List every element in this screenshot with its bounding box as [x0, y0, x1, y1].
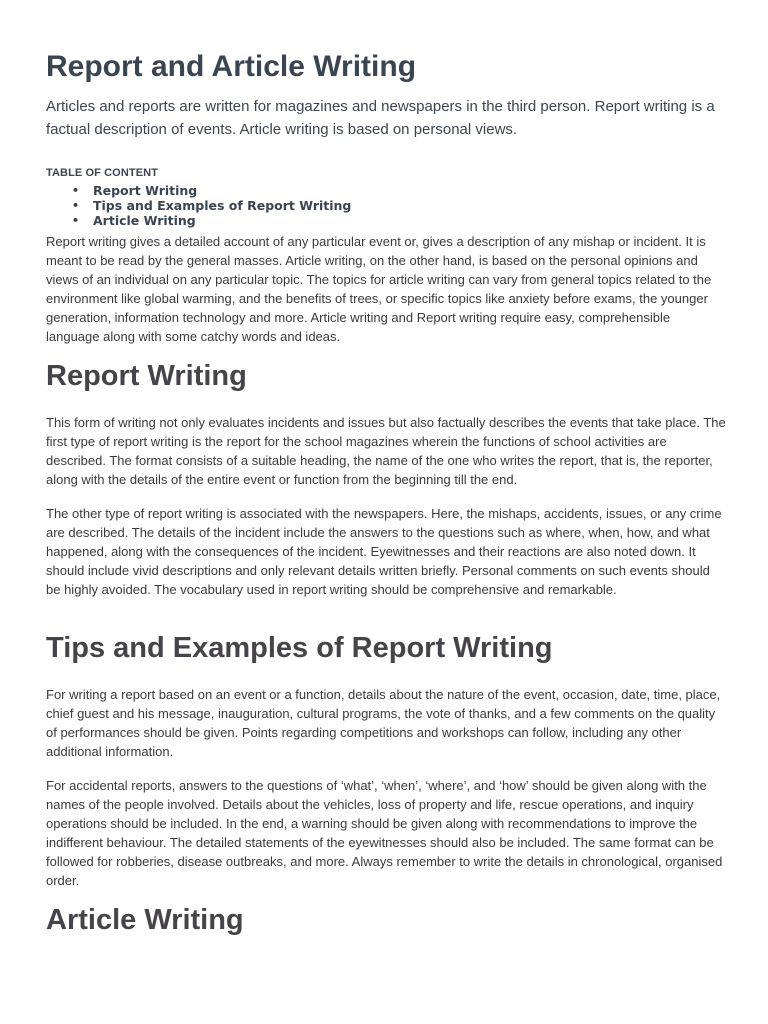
tips-paragraph-1: For writing a report based on an event or a function, details about the nature of the event, occasion, date, time, place, chief guest and his message, inauguration, cultural programs, the vote of thanks, and a few comments on the quality of performances should be given. Points regarding competitions and workshops can follow, including any other additional information. [46, 687, 721, 759]
toc-link-report-writing[interactable] [46, 183, 351, 198]
tips-paragraph-2: For accidental reports, answers to the questions of ‘what’, ‘when’, ‘where’, and ‘how’ should be given along with the names of the people involved. Details about the vehicles, loss of property and life, rescue operations, and inquiry operations should be included. In the end, a warning should be given along with recommendations to improve the indifferent behaviour. The detailed statements of the eyewitnesses should also be included. The same format can be followed for robberies, disease outbreaks, and more. Always remember to write the details in chronological, organised order. [46, 778, 723, 888]
section-heading-tips-and-examples: Tips and Examples of Report Writing [46, 632, 553, 664]
page-title: Report and Article Writing [46, 50, 417, 83]
toc-link-article-writing[interactable] [46, 213, 351, 228]
bullet-icon: • [72, 199, 80, 212]
table-of-contents [46, 183, 351, 228]
intro-paragraph: Articles and reports are written for magazines and newspapers in the third person. Report writing is a factual description of events. Article writing is based on personal views. [46, 98, 715, 138]
bullet-icon: • [72, 184, 80, 197]
section-heading-article-writing: Article Writing [46, 904, 244, 936]
toc-heading: TABLE OF CONTENT [46, 167, 158, 179]
toc-item-label: Tips and Examples of Report Writing [93, 198, 352, 213]
toc-item-label: Article Writing [93, 213, 196, 228]
toc-link-tips-and-examples[interactable] [46, 198, 351, 213]
toc-item-label: Report Writing [93, 183, 198, 198]
bullet-icon: • [72, 214, 80, 227]
report-writing-paragraph-1: This form of writing not only evaluates incidents and issues but also factually describes the events that take place. The first type of report writing is the report for the school magazines wherein the functions of school activities are described. The format consists of a suitable heading, the name of the one who writes the report, that is, the reporter, along with the details of the entire event or function from the beginning till the end. [46, 415, 726, 487]
report-writing-paragraph-2: The other type of report writing is associated with the newspapers. Here, the mishaps, accidents, issues, or any crime are described. The details of the incident include the answers to the questions such as where, when, how, and what happened, along with the consequences of the incident. Eyewitnesses and their reactions are also noted down. It should include vivid descriptions and only relevant details written briefly. Personal comments on such events should be highly avoided. The vocabulary used in report writing should be comprehensive and remarkable. [46, 506, 722, 597]
overview-paragraph: Report writing gives a detailed account of any particular event or, gives a description of any mishap or incident. It is meant to be read by the general masses. Article writing, on the other hand, is based on the personal opinions and views of an individual on any particular topic. The topics for article writing can vary from general topics related to the environment like global warming, and the benefits of trees, or specific topics like anxiety before exams, the younger generation, information technology and more. Article writing and Report writing require easy, comprehensible language along with some catchy words and ideas. [46, 234, 712, 344]
section-heading-report-writing: Report Writing [46, 360, 247, 392]
